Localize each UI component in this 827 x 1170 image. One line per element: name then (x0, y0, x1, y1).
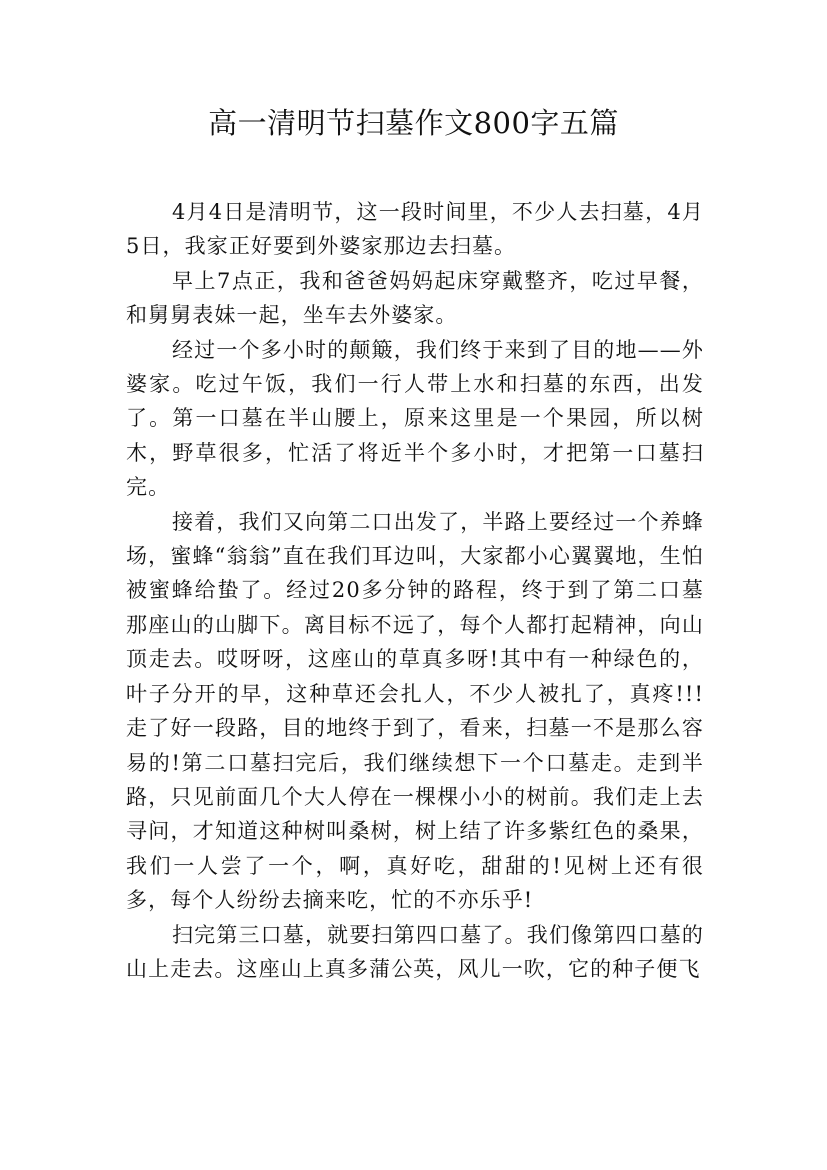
paragraph-5: 扫完第三口墓，就要扫第四口墓了。我们像第四口墓的山上走去。这座山上真多蒲公英，风儿一吹，它的种子便飞 (126, 922, 704, 981)
paragraph-3: 经过一个多小时的颠簸，我们终于来到了目的地——外婆家。吃过午饭，我们一行人带上水和扫墓的东西，出发了。第一口墓在半山腰上，原来这里是一个果园，所以树木，野草很多，忙活了将近半个多小时，才把第一口墓扫完。 (126, 337, 704, 500)
paragraph-4: 接着，我们又向第二口出发了，半路上要经过一个养蜂场，蜜蜂“翁翁”直在我们耳边叫，大家都小心翼翼地，生怕被蜜蜂给蛰了。经过20多分钟的路程，终于到了第二口墓那座山的山脚下。离目标不远了，每个人都打起精神，向山顶走去。哎呀呀，这座山的草真多呀!其中有一种绿色的，叶子分开的早，这种草还会扎人，不少人被扎了，真疼!!!走了好一段路，目的地终于到了，看来，扫墓一不是那么容易的!第二口墓扫完后，我们继续想下一个口墓走。走到半路，只见前面几个大人停在一棵棵小小的树前。我们走上去寻问，才知道这种树叫桑树，树上结了许多紫红色的桑果，我们一人尝了一个，啊，真好吃，甜甜的!见树上还有很多，每个人纷纷去摘来吃，忙的不亦乐乎! (126, 509, 704, 913)
document-title: 高一清明节扫墓作文800字五篇 (208, 106, 619, 140)
paragraph-2: 早上7点正，我和爸爸妈妈起床穿戴整齐，吃过早餐，和舅舅表妹一起，坐车去外婆家。 (126, 268, 704, 328)
paragraph-1: 4月4日是清明节，这一段时间里，不少人去扫墓，4月5日，我家正好要到外婆家那边去扫墓。 (126, 200, 704, 259)
essay-body (126, 195, 704, 986)
